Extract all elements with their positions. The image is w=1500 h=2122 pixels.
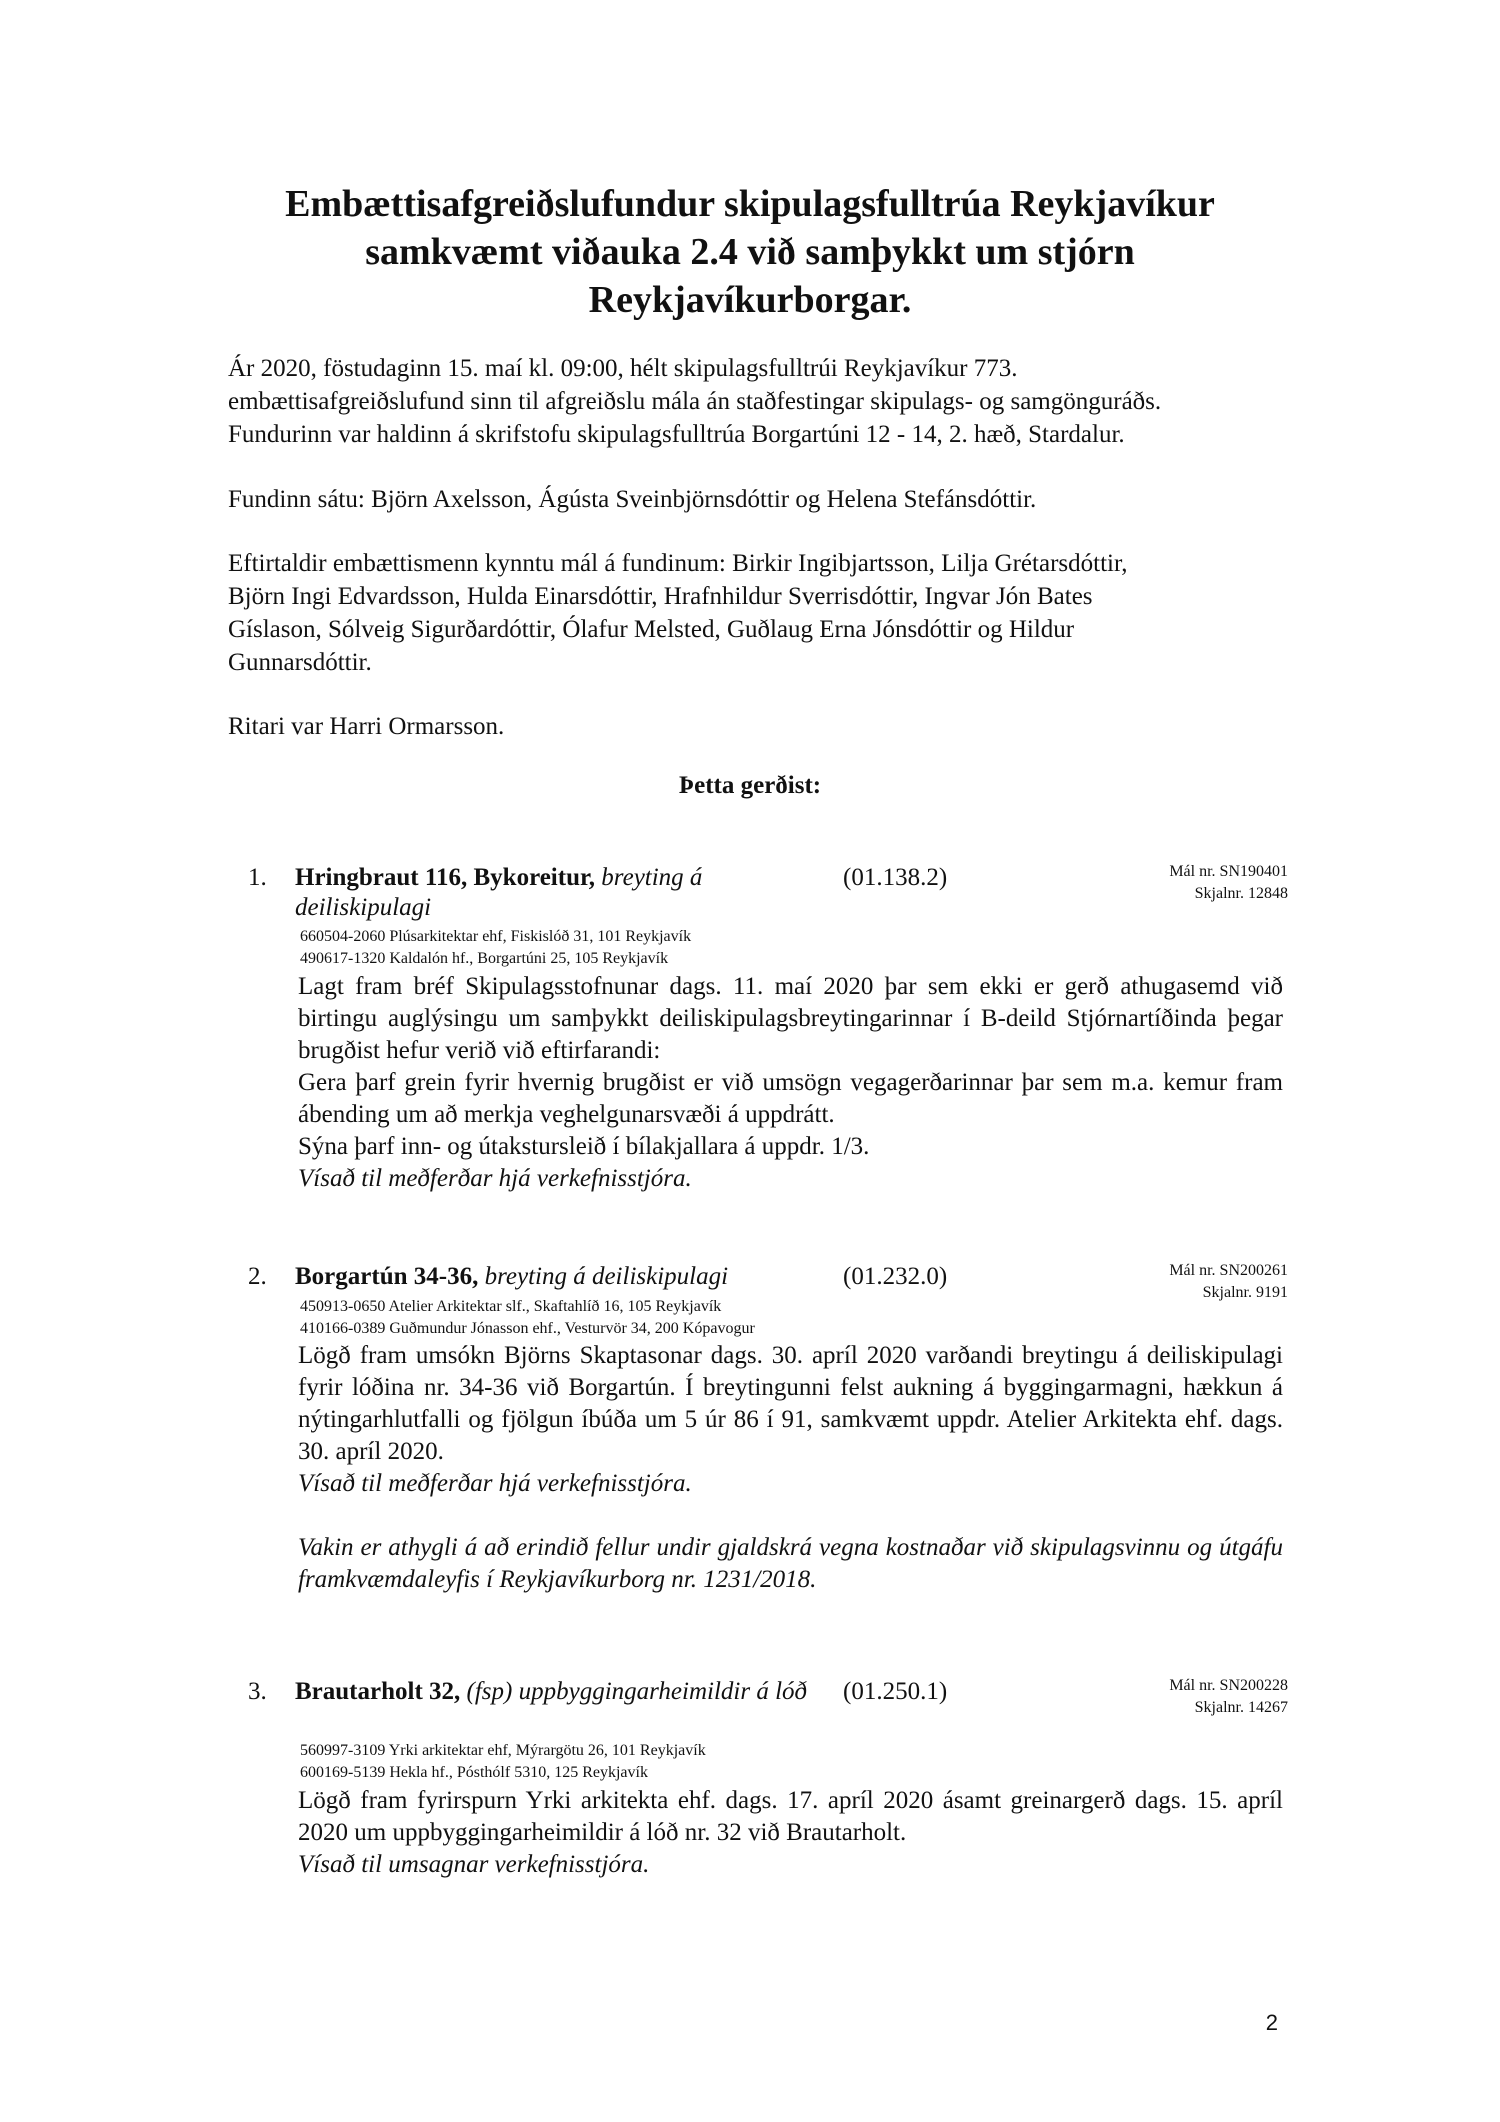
intro-line: Fundurinn var haldinn á skrifstofu skipulagsfulltrúa Borgartúni 12 - 14, 2. hæð, Stardalur. [228,421,1125,448]
party-line: 490617-1320 Kaldalón hf., Borgartúni 25, 105 Reykjavík [300,950,669,967]
item-topic: breyting á deiliskipulagi [484,1263,729,1290]
officials-line: Eftirtaldir embættismenn kynntu mál á fundinum: Birkir Ingibjartsson, Lilja Grétarsdóttir, [228,550,1128,577]
item-decision: Vísað til meðferðar hjá verkefnisstjóra. [298,1165,692,1192]
title-line: Reykjavíkurborgar. [588,279,912,321]
page-number: 2 [1265,2010,1278,2035]
officials-line: Gíslason, Sólveig Sigurðardóttir, Ólafur Melsted, Guðlaug Erna Jónsdóttir og Hildur [228,616,1075,643]
case-number: Mál nr. SN190401 [1169,863,1288,880]
item-body [298,1340,1283,1596]
intro-line: Ár 2020, föstudaginn 15. maí kl. 09:00, hélt skipulagsfulltrúi Reykjavíkur 773. [228,355,1018,382]
document-title [200,180,1300,324]
item-name: Brautarholt 32, [295,1678,461,1705]
title-line: Embættisafgreiðslufundur skipulagsfulltrúa Reykjavíkur [285,183,1215,225]
item-parties [300,926,691,970]
item-heading [295,1262,815,1292]
officials-line: Gunnarsdóttir. [228,649,372,676]
item-number: 2. [248,1263,267,1290]
item-references [1169,1260,1288,1304]
item-code: (01.138.2) [843,864,948,891]
document-number: Skjalnr. 12848 [1194,885,1288,902]
party-line: 560997-3109 Yrki arkitektar ehf, Mýrargötu 26, 101 Reykjavík [300,1742,706,1759]
item-heading [295,863,815,923]
intro-line: embættisafgreiðslufund sinn til afgreiðslu mála án staðfestingar skipulags- og samgönguráðs. [228,388,1162,415]
attendees-text: Fundinn sátu: Björn Axelsson, Ágústa Sveinbjörnsdóttir og Helena Stefánsdóttir. [228,486,1037,513]
item-name: Hringbraut 116, Bykoreitur, [295,864,596,891]
case-number: Mál nr. SN200228 [1169,1677,1288,1694]
body-paragraph: Sýna þarf inn- og útakstursleið í bílakjallara á uppdr. 1/3. [298,1133,870,1160]
party-line: 410166-0389 Guðmundur Jónasson ehf., Vesturvör 34, 200 Kópavogur [300,1320,755,1337]
item-code: (01.232.0) [843,1263,948,1290]
item-parties [300,1296,755,1340]
item-body [298,1785,1283,1881]
officials-line: Björn Ingi Edvardsson, Hulda Einarsdóttir, Hrafnhildur Sverrisdóttir, Ingvar Jón Bates [228,583,1093,610]
item-heading [295,1677,815,1707]
body-paragraph: Lagt fram bréf Skipulagsstofnunar dags. 11. maí 2020 þar sem ekki er gerð athugasemd við birtingu auglýsingu um samþykkt deiliskipulagsbreytingarinnar í B-deild Stjórnartíðinda þegar brugðist hefur verið við eftirfarandi: [298,973,1283,1064]
item-references [1169,1675,1288,1719]
document-number: Skjalnr. 9191 [1202,1284,1288,1301]
document-number: Skjalnr. 14267 [1194,1699,1288,1716]
item-references [1169,861,1288,905]
title-line: samkvæmt viðauka 2.4 við samþykkt um stjórn [365,231,1135,273]
section-heading: Þetta gerðist: [678,772,822,799]
item-note: Vakin er athygli á að erindið fellur undir gjaldskrá vegna kostnaðar við skipulagsvinnu og útgáfu framkvæmdaleyfis í Reykjavíkurborg nr. 1231/2018. [298,1534,1283,1593]
attendees-paragraph [228,483,1278,516]
item-topic: breyting á deiliskipulagi [295,864,703,921]
item-body [298,971,1283,1195]
item-number: 1. [248,864,267,891]
item-topic: (fsp) uppbyggingarheimildir á lóð [466,1678,808,1705]
item-code: (01.250.1) [843,1678,948,1705]
item-parties [300,1740,706,1784]
body-paragraph: Lögð fram fyrirspurn Yrki arkitekta ehf. dags. 17. apríl 2020 ásamt greinargerð dags. 15. apríl 2020 um uppbyggingarheimildir á lóð nr. 32 við Brautarholt. [298,1787,1283,1846]
body-paragraph: Lögð fram umsókn Björns Skaptasonar dags. 30. apríl 2020 varðandi breytingu á deiliskipulagi fyrir lóðina nr. 34-36 við Borgartún. Í breytingunni felst aukning á byggingarmagni, hækkun á nýtingarhlutfalli og fjölgun íbúða um 5 úr 86 í 91, samkvæmt uppdr. Atelier Arkitekta ehf. dags. 30. apríl 2020. [298,1342,1283,1465]
officials-paragraph [228,547,1278,679]
case-number: Mál nr. SN200261 [1169,1262,1288,1279]
body-paragraph: Gera þarf grein fyrir hvernig brugðist er við umsögn vegagerðarinnar þar sem m.a. kemur fram ábending um að merkja veghelgunarsvæði á uppdrátt. [298,1069,1283,1128]
item-decision: Vísað til umsagnar verkefnisstjóra. [298,1851,650,1878]
secretary-text: Ritari var Harri Ormarsson. [228,713,505,740]
item-name: Borgartún 34-36, [295,1263,479,1290]
item-number: 3. [248,1678,267,1705]
party-line: 660504-2060 Plúsarkitektar ehf, Fiskislóð 31, 101 Reykjavík [300,928,692,945]
party-line: 600169-5139 Hekla hf., Pósthólf 5310, 125 Reykjavík [300,1764,648,1781]
intro-paragraph [228,352,1278,451]
secretary-paragraph [228,710,1278,743]
item-decision: Vísað til meðferðar hjá verkefnisstjóra. [298,1470,692,1497]
party-line: 450913-0650 Atelier Arkitektar slf., Skaftahlíð 16, 105 Reykjavík [300,1298,722,1315]
